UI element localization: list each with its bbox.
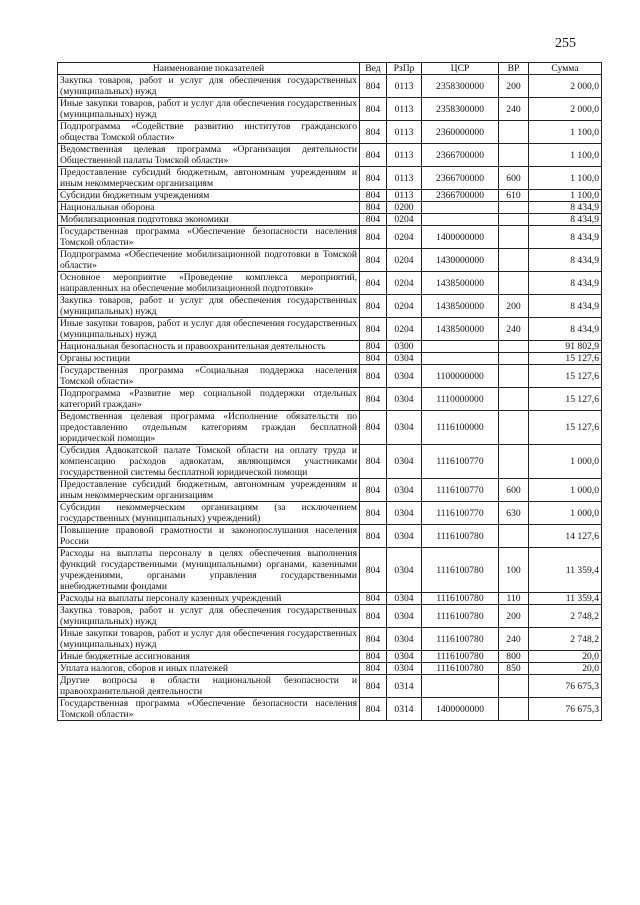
cell-ved: 804 xyxy=(360,144,387,167)
cell-sum: 8 434,9 xyxy=(529,214,602,226)
cell-rzpr: 0113 xyxy=(387,75,422,98)
cell-vr xyxy=(499,121,529,144)
cell-vr: 200 xyxy=(499,75,529,98)
table-row xyxy=(58,675,602,698)
cell-ved: 804 xyxy=(360,272,387,295)
cell-csr xyxy=(422,202,499,214)
cell-rzpr: 0304 xyxy=(387,593,422,605)
cell-rzpr: 0314 xyxy=(387,698,422,721)
cell-sum: 1 000,0 xyxy=(529,502,602,525)
cell-ved: 804 xyxy=(360,249,387,272)
table-row xyxy=(58,525,602,548)
cell-name: Ведомственная целевая программа «Исполнение обязательств по предоставлению отдельным категориям граждан бесплатной юридической помощи» xyxy=(58,411,360,445)
cell-rzpr: 0304 xyxy=(387,628,422,651)
table-row xyxy=(58,651,602,663)
table-row xyxy=(58,341,602,353)
cell-ved: 804 xyxy=(360,651,387,663)
cell-name: Повышение правовой грамотности и законопослушания населения России xyxy=(58,525,360,548)
cell-ved: 804 xyxy=(360,318,387,341)
cell-name: Предоставление субсидий бюджетным, автономным учреждениям и иным некоммерческим организациям xyxy=(58,167,360,190)
cell-sum: 2 748,2 xyxy=(529,605,602,628)
cell-sum: 8 434,9 xyxy=(529,272,602,295)
cell-rzpr: 0304 xyxy=(387,353,422,365)
table-row xyxy=(58,249,602,272)
cell-csr: 2358300000 xyxy=(422,75,499,98)
cell-sum: 20,0 xyxy=(529,663,602,675)
cell-vr xyxy=(499,144,529,167)
cell-csr: 1438500000 xyxy=(422,272,499,295)
cell-csr: 1116100000 xyxy=(422,411,499,445)
cell-sum: 2 000,0 xyxy=(529,75,602,98)
cell-rzpr: 0304 xyxy=(387,445,422,479)
cell-vr xyxy=(499,214,529,226)
cell-vr: 110 xyxy=(499,593,529,605)
cell-ved: 804 xyxy=(360,365,387,388)
cell-rzpr: 0300 xyxy=(387,341,422,353)
cell-rzpr: 0314 xyxy=(387,675,422,698)
cell-ved: 804 xyxy=(360,226,387,249)
cell-name: Иные бюджетные ассигнования xyxy=(58,651,360,663)
budget-table xyxy=(57,62,602,721)
cell-csr: 1116100780 xyxy=(422,663,499,675)
cell-ved: 804 xyxy=(360,75,387,98)
table-row xyxy=(58,365,602,388)
table-row xyxy=(58,353,602,365)
cell-ved: 804 xyxy=(360,190,387,202)
table-row xyxy=(58,605,602,628)
cell-sum: 15 127,6 xyxy=(529,365,602,388)
cell-vr xyxy=(499,411,529,445)
cell-ved: 804 xyxy=(360,502,387,525)
cell-vr xyxy=(499,365,529,388)
table-row xyxy=(58,502,602,525)
cell-rzpr: 0204 xyxy=(387,214,422,226)
column-header-csr: ЦСР xyxy=(422,63,499,75)
cell-csr: 1116100780 xyxy=(422,525,499,548)
cell-name: Расходы на выплаты персоналу в целях обеспечения выполнения функций государственными (муниципальными) органами, казенными учреждениями, органами управления государственными внебюджетными фондами xyxy=(58,548,360,593)
cell-csr: 1400000000 xyxy=(422,226,499,249)
cell-name: Ведомственная целевая программа «Организация деятельности Общественной палаты Томской области» xyxy=(58,144,360,167)
cell-ved: 804 xyxy=(360,605,387,628)
cell-ved: 804 xyxy=(360,663,387,675)
cell-rzpr: 0113 xyxy=(387,190,422,202)
cell-sum: 8 434,9 xyxy=(529,202,602,214)
cell-name: Государственная программа «Социальная поддержка населения Томской области» xyxy=(58,365,360,388)
cell-rzpr: 0304 xyxy=(387,411,422,445)
cell-rzpr: 0304 xyxy=(387,388,422,411)
cell-vr xyxy=(499,353,529,365)
cell-name: Иные закупки товаров, работ и услуг для обеспечения государственных (муниципальных) нужд xyxy=(58,628,360,651)
cell-rzpr: 0113 xyxy=(387,98,422,121)
cell-vr: 630 xyxy=(499,502,529,525)
table-row xyxy=(58,98,602,121)
cell-name: Подпрограмма «Содействие развитию институтов гражданского общества Томской области» xyxy=(58,121,360,144)
cell-rzpr: 0304 xyxy=(387,605,422,628)
cell-sum: 8 434,9 xyxy=(529,249,602,272)
cell-rzpr: 0204 xyxy=(387,272,422,295)
cell-csr: 1116100770 xyxy=(422,479,499,502)
cell-vr xyxy=(499,341,529,353)
cell-vr xyxy=(499,525,529,548)
cell-name: Органы юстиции xyxy=(58,353,360,365)
cell-sum: 8 434,9 xyxy=(529,295,602,318)
cell-vr xyxy=(499,675,529,698)
cell-csr: 1430000000 xyxy=(422,249,499,272)
cell-vr: 240 xyxy=(499,628,529,651)
table-row xyxy=(58,226,602,249)
cell-vr: 100 xyxy=(499,548,529,593)
cell-vr xyxy=(499,272,529,295)
cell-name: Субсидии некоммерческим организациям (за исключением государственных (муниципальных) учреждений) xyxy=(58,502,360,525)
cell-rzpr: 0304 xyxy=(387,365,422,388)
cell-csr xyxy=(422,353,499,365)
cell-rzpr: 0204 xyxy=(387,226,422,249)
cell-sum: 1 000,0 xyxy=(529,445,602,479)
cell-rzpr: 0304 xyxy=(387,663,422,675)
cell-ved: 804 xyxy=(360,698,387,721)
cell-name: Другие вопросы в области национальной безопасности и правоохранительной деятельности xyxy=(58,675,360,698)
cell-csr xyxy=(422,214,499,226)
cell-csr: 1116100780 xyxy=(422,548,499,593)
table-row xyxy=(58,445,602,479)
cell-rzpr: 0113 xyxy=(387,167,422,190)
cell-ved: 804 xyxy=(360,411,387,445)
cell-csr xyxy=(422,341,499,353)
cell-sum: 1 100,0 xyxy=(529,144,602,167)
cell-sum: 8 434,9 xyxy=(529,226,602,249)
cell-name: Закупка товаров, работ и услуг для обеспечения государственных (муниципальных) нужд xyxy=(58,605,360,628)
cell-sum: 14 127,6 xyxy=(529,525,602,548)
cell-name: Иные закупки товаров, работ и услуг для обеспечения государственных (муниципальных) нужд xyxy=(58,98,360,121)
cell-rzpr: 0204 xyxy=(387,249,422,272)
cell-ved: 804 xyxy=(360,445,387,479)
cell-csr: 2366700000 xyxy=(422,190,499,202)
cell-rzpr: 0204 xyxy=(387,295,422,318)
cell-sum: 91 802,9 xyxy=(529,341,602,353)
cell-csr: 2366700000 xyxy=(422,167,499,190)
cell-csr: 1438500000 xyxy=(422,318,499,341)
cell-name: Национальная оборона xyxy=(58,202,360,214)
cell-ved: 804 xyxy=(360,167,387,190)
table-row xyxy=(58,75,602,98)
cell-rzpr: 0304 xyxy=(387,651,422,663)
cell-vr: 240 xyxy=(499,318,529,341)
cell-ved: 804 xyxy=(360,593,387,605)
column-header-vr: ВР xyxy=(499,63,529,75)
cell-sum: 15 127,6 xyxy=(529,353,602,365)
cell-ved: 804 xyxy=(360,628,387,651)
table-row xyxy=(58,548,602,593)
cell-rzpr: 0304 xyxy=(387,502,422,525)
cell-name: Закупка товаров, работ и услуг для обеспечения государственных (муниципальных) нужд xyxy=(58,75,360,98)
cell-ved: 804 xyxy=(360,98,387,121)
column-header-ved: Вед xyxy=(360,63,387,75)
table-row xyxy=(58,121,602,144)
cell-name: Подпрограмма «Развитие мер социальной поддержки отдельных категорий граждан» xyxy=(58,388,360,411)
table-row xyxy=(58,167,602,190)
cell-name: Национальная безопасность и правоохранительная деятельность xyxy=(58,341,360,353)
cell-csr: 1100000000 xyxy=(422,365,499,388)
cell-ved: 804 xyxy=(360,341,387,353)
cell-vr: 610 xyxy=(499,190,529,202)
cell-rzpr: 0200 xyxy=(387,202,422,214)
cell-name: Расходы на выплаты персоналу казенных учреждений xyxy=(58,593,360,605)
cell-name: Подпрограмма «Обеспечение мобилизационной подготовки в Томской области» xyxy=(58,249,360,272)
cell-name: Основное мероприятие «Проведение комплекса мероприятий, направленных на обеспечение мобилизационной подготовки» xyxy=(58,272,360,295)
cell-rzpr: 0304 xyxy=(387,479,422,502)
cell-vr xyxy=(499,249,529,272)
page-number: 255 xyxy=(555,36,576,51)
cell-sum: 2 748,2 xyxy=(529,628,602,651)
table-row xyxy=(58,295,602,318)
cell-vr xyxy=(499,698,529,721)
cell-name: Субсидия Адвокатской палате Томской области на оплату труда и компенсацию расходов адвокатам, являющимся участниками государственной системы бесплатной юридической помощи xyxy=(58,445,360,479)
cell-vr: 200 xyxy=(499,295,529,318)
cell-csr: 1116100780 xyxy=(422,593,499,605)
cell-vr: 800 xyxy=(499,651,529,663)
cell-sum: 1 100,0 xyxy=(529,190,602,202)
cell-csr: 1116100780 xyxy=(422,605,499,628)
cell-ved: 804 xyxy=(360,479,387,502)
table-row xyxy=(58,202,602,214)
cell-csr: 1116100770 xyxy=(422,502,499,525)
cell-csr: 2360000000 xyxy=(422,121,499,144)
cell-sum: 15 127,6 xyxy=(529,411,602,445)
table-row xyxy=(58,628,602,651)
cell-vr: 850 xyxy=(499,663,529,675)
table-row xyxy=(58,593,602,605)
cell-name: Государственная программа «Обеспечение безопасности населения Томской области» xyxy=(58,226,360,249)
cell-sum: 11 359,4 xyxy=(529,593,602,605)
cell-vr xyxy=(499,202,529,214)
cell-csr: 1400000000 xyxy=(422,698,499,721)
cell-vr xyxy=(499,388,529,411)
cell-sum: 76 675,3 xyxy=(529,675,602,698)
cell-sum: 8 434,9 xyxy=(529,318,602,341)
cell-sum: 11 359,4 xyxy=(529,548,602,593)
cell-ved: 804 xyxy=(360,214,387,226)
cell-sum: 1 100,0 xyxy=(529,167,602,190)
table-row xyxy=(58,190,602,202)
table-row xyxy=(58,214,602,226)
cell-vr: 600 xyxy=(499,167,529,190)
cell-name: Субсидии бюджетным учреждениям xyxy=(58,190,360,202)
table-body xyxy=(58,75,602,721)
table-row xyxy=(58,318,602,341)
cell-sum: 1 100,0 xyxy=(529,121,602,144)
cell-name: Предоставление субсидий бюджетным, автономным учреждениям и иным некоммерческим организациям xyxy=(58,479,360,502)
cell-ved: 804 xyxy=(360,388,387,411)
cell-vr: 600 xyxy=(499,479,529,502)
column-header-name: Наименование показателей xyxy=(58,63,360,75)
column-header-sum: Сумма xyxy=(529,63,602,75)
table-row xyxy=(58,411,602,445)
cell-csr: 1116100780 xyxy=(422,628,499,651)
cell-sum: 76 675,3 xyxy=(529,698,602,721)
cell-ved: 804 xyxy=(360,295,387,318)
cell-sum: 1 000,0 xyxy=(529,479,602,502)
cell-vr xyxy=(499,226,529,249)
cell-csr: 1116100770 xyxy=(422,445,499,479)
table-row xyxy=(58,144,602,167)
cell-vr xyxy=(499,445,529,479)
table-header-row xyxy=(58,63,602,75)
table-row xyxy=(58,479,602,502)
cell-csr: 1110000000 xyxy=(422,388,499,411)
cell-name: Мобилизационная подготовка экономики xyxy=(58,214,360,226)
table-row xyxy=(58,663,602,675)
cell-csr xyxy=(422,675,499,698)
cell-csr: 2366700000 xyxy=(422,144,499,167)
cell-ved: 804 xyxy=(360,121,387,144)
cell-rzpr: 0113 xyxy=(387,144,422,167)
cell-rzpr: 0304 xyxy=(387,525,422,548)
cell-name: Закупка товаров, работ и услуг для обеспечения государственных (муниципальных) нужд xyxy=(58,295,360,318)
cell-name: Иные закупки товаров, работ и услуг для обеспечения государственных (муниципальных) нужд xyxy=(58,318,360,341)
cell-rzpr: 0204 xyxy=(387,318,422,341)
cell-csr: 1116100780 xyxy=(422,651,499,663)
cell-csr: 1438500000 xyxy=(422,295,499,318)
cell-name: Уплата налогов, сборов и иных платежей xyxy=(58,663,360,675)
cell-sum: 15 127,6 xyxy=(529,388,602,411)
cell-ved: 804 xyxy=(360,675,387,698)
cell-sum: 20,0 xyxy=(529,651,602,663)
cell-rzpr: 0304 xyxy=(387,548,422,593)
cell-ved: 804 xyxy=(360,548,387,593)
cell-ved: 804 xyxy=(360,353,387,365)
cell-csr: 2358300000 xyxy=(422,98,499,121)
cell-rzpr: 0113 xyxy=(387,121,422,144)
column-header-rzpr: РзПр xyxy=(387,63,422,75)
cell-vr: 200 xyxy=(499,605,529,628)
cell-sum: 2 000,0 xyxy=(529,98,602,121)
cell-ved: 804 xyxy=(360,525,387,548)
table-row xyxy=(58,388,602,411)
cell-name: Государственная программа «Обеспечение безопасности населения Томской области» xyxy=(58,698,360,721)
cell-vr: 240 xyxy=(499,98,529,121)
table-row xyxy=(58,698,602,721)
table-row xyxy=(58,272,602,295)
cell-ved: 804 xyxy=(360,202,387,214)
